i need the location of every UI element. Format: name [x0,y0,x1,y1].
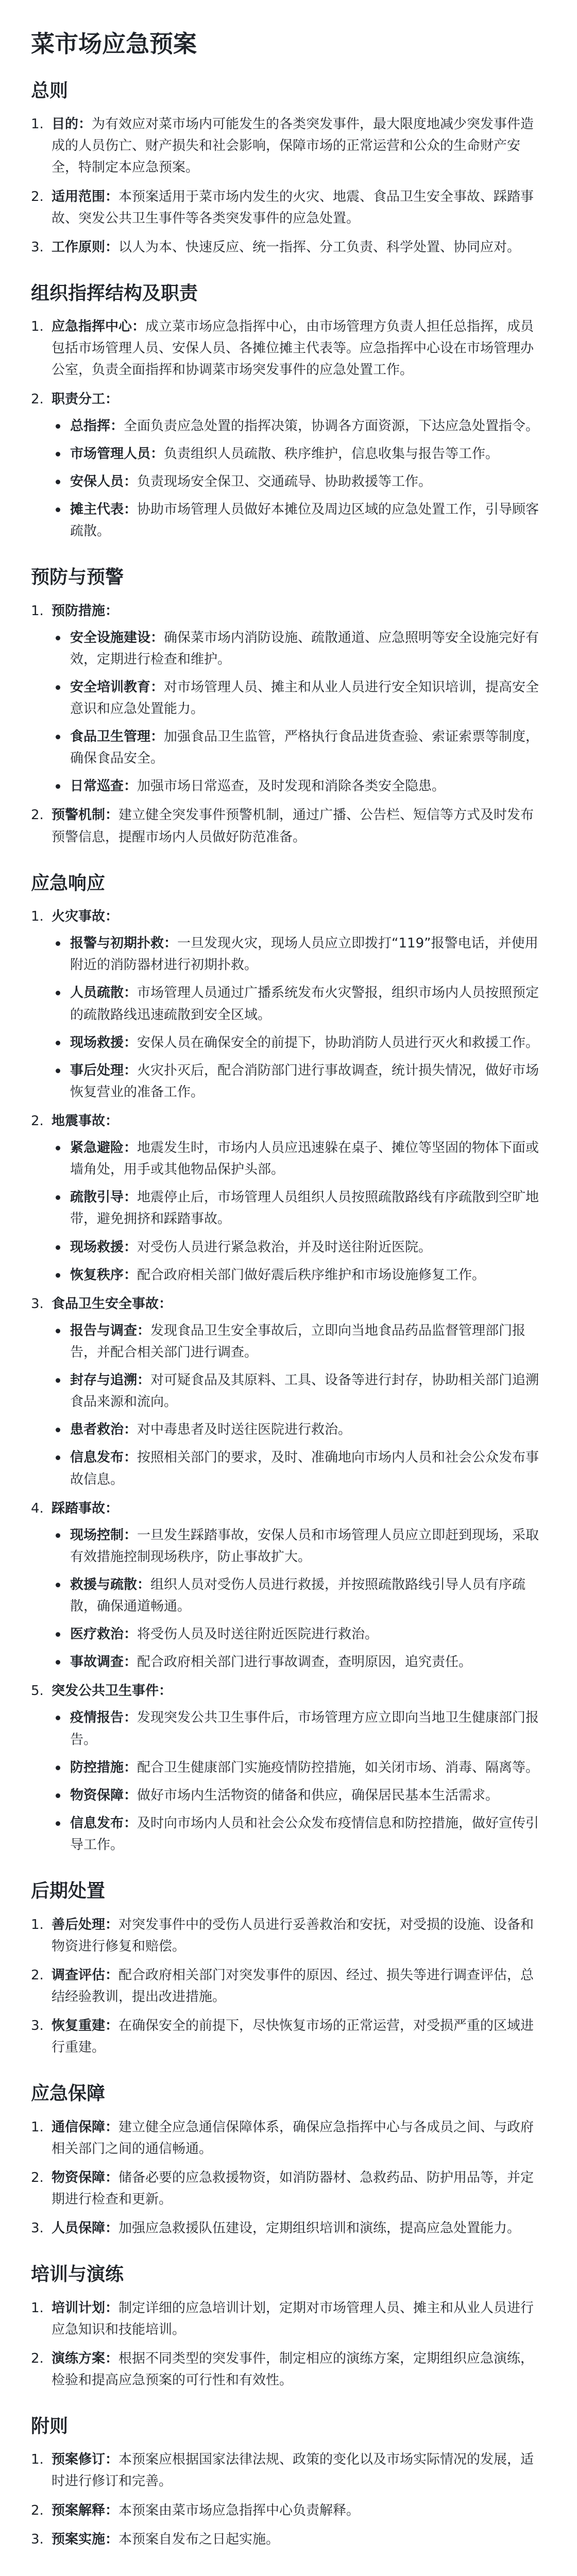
sub-list-item: 现场救援：对受伤人员进行紧急救治，并及时送往附近医院。 [52,1236,546,1258]
item-label: 应急指挥中心 [52,319,132,335]
sub-item-text: 及时向市场内人员和社会公众发布疫情信息和防控措施，做好宣传引导工作。 [70,1815,539,1853]
sub-item-label: 防控措施 [70,1759,124,1775]
sub-item-text: 一旦发生踩踏事故，安保人员和市场管理人员应立即赶到现场，采取有效措施控制现场秩序，防止事故扩大。 [70,1527,539,1565]
list-item: 预案修订：本预案应根据国家法律法规、政策的变化以及市场实际情况的发展，适时进行修订和完善。 [52,2452,534,2489]
sub-item-label: 安保人员 [70,473,124,489]
sub-list-item: 报告与调查：发现食品卫生安全事故后，立即向当地食品药品监督管理部门报告，并配合相关部门进行调查。 [52,1320,546,1363]
section-heading: 后期处置 [31,1880,106,1902]
sub-list-item: 疏散引导：地震停止后，市场管理人员组织人员按照疏散路线有序疏散到空旷地带，避免拥挤和踩踏事故。 [52,1187,546,1230]
sub-item-label: 报警与初期扑救 [70,936,164,952]
sub-item-text: 全面负责应急处置的指挥决策，协调各方面资源，下达应急处置指令。 [124,418,539,434]
section-list [31,113,546,258]
sub-list-item: 人员疏散：市场管理人员通过广播系统发布火灾警报，组织市场内人员按照预定的疏散路线迅速疏散到安全区域。 [52,982,546,1025]
list-item: 火灾事故： 报警与初期扑救：一旦发现火灾，现场人员应立即拨打“119”报警电话，并使用附近的消防器材进行初期扑救。 人员疏散：市场管理人员通过广播系统发布火灾警报，组织市场内人员按照预定的疏散路线迅速疏散到安全区域。 现场救援：安保人员在确保安全的前提下，协助消防人员进行灭火和救援工作。 事后处理：火灾扑灭后，配合消防部门进行事故调查，统计损失情况，做好市场恢复营业的准备工作。 [31,906,546,1103]
sub-list-item: 信息发布：按照相关部门的要求，及时、准确地向市场内人员和社会公众发布事故信息。 [52,1447,546,1490]
sub-item-text: 加强市场日常巡查，及时发现和消除各类安全隐患。 [137,778,446,794]
item-label: 地震事故 [52,1113,106,1129]
list-item: 预案解释：本预案由菜市场应急指挥中心负责解释。 [52,2502,360,2518]
sub-list-item: 摊主代表：协助市场管理人员做好本摊位及周边区域的应急处置工作，引导顾客疏散。 [52,499,546,542]
section-list [31,2297,546,2391]
item-label: 培训计划 [52,2300,106,2316]
item-label: 预案实施 [52,2531,106,2547]
sub-item-label: 疫情报告 [70,1710,124,1726]
sub-item-label: 现场救援 [70,1239,124,1255]
sub-item-text: 一旦发现火灾，现场人员应立即拨打“119”报警电话，并使用附近的消防器材进行初期扑救。 [70,936,538,973]
sub-list-item: 救援与疏散：组织人员对受伤人员进行救援，并按照疏散路线引导人员有序疏散，确保通道畅通。 [52,1574,546,1617]
item-label: 预警机制 [52,807,106,823]
sub-item-text: 地震停止后，市场管理人员组织人员按照疏散路线有序疏散到空旷地带，避免拥挤和踩踏事故。 [70,1190,539,1227]
list-item: 人员保障：加强应急救援队伍建设，定期组织培训和演练，提高应急处置能力。 [52,2221,521,2236]
sub-item-text: 发现食品卫生安全事故后，立即向当地食品药品监督管理部门报告，并配合相关部门进行调查。 [70,1323,526,1360]
section-list [31,316,546,542]
page-title: 菜市场应急预案 [31,30,197,58]
sub-list-item: 安全设施建设：确保菜市场内消防设施、疏散通道、应急照明等安全设施完好有效，定期进行检查和维护。 [52,627,546,670]
sub-list-item: 食品卫生管理：加强食品卫生监管，严格执行食品进货查验、索证索票等制度，确保食品安全。 [52,726,546,769]
section-list [31,2116,546,2240]
sub-item-text: 组织人员对受伤人员进行救援，并按照疏散路线引导人员有序疏散，确保通道畅通。 [70,1577,526,1615]
sub-list-item: 疫情报告：发现突发公共卫生事件后，市场管理方应立即向当地卫生健康部门报告。 [52,1707,546,1750]
sub-item-text: 负责组织人员疏散、秩序维护，信息收集与报告等工作。 [164,446,499,462]
sub-list [52,1137,546,1286]
sub-list-item: 报警与初期扑救：一旦发现火灾，现场人员应立即拨打“119”报警电话，并使用附近的消防器材进行初期扑救。 [52,933,546,976]
sub-list-item: 市场管理人员：负责组织人员疏散、秩序维护，信息收集与报告等工作。 [52,443,546,465]
section-heading: 应急保障 [31,2083,106,2105]
sub-list [52,627,546,798]
item-text: 本预案自发布之日起实施。 [118,2531,280,2547]
sub-list-item: 恢复秩序：配合政府相关部门做好震后秩序维护和市场设施修复工作。 [52,1264,546,1286]
sub-item-label: 总指挥 [70,418,111,434]
list-item: 职责分工： 总指挥：全面负责应急处置的指挥决策，协调各方面资源，下达应急处置指令。 市场管理人员：负责组织人员疏散、秩序维护，信息收集与报告等工作。 安保人员：负责现场安全保卫、交通疏导、协助救援等工作。 摊主代表：协助市场管理人员做好本摊位及周边区域的应急处置工作，引导顾客疏散。 [31,388,546,543]
section-list [31,1914,546,2059]
sub-item-text: 安保人员在确保安全的前提下，协助消防人员进行灭火和救援工作。 [137,1035,539,1050]
list-item: 应急指挥中心：成立菜市场应急指挥中心，由市场管理方负责人担任总指挥，成员包括市场管理人员、安保人员、各摊位摊主代表等。应急指挥中心设在市场管理办公室，负责全面指挥和协调菜市场突发事件的应急处置工作。 [52,319,534,378]
sub-list-item: 物资保障：做好市场内生活物资的储备和供应，确保居民基本生活需求。 [52,1785,546,1806]
sub-list-item: 安全培训教育：对市场管理人员、摊主和从业人员进行安全知识培训，提高安全意识和应急处置能力。 [52,676,546,720]
item-label: 调查评估 [52,1967,106,1983]
item-label: 工作原则 [52,239,106,255]
list-item: 工作原则：以人为本、快速反应、统一指挥、分工负责、科学处置、协同应对。 [52,239,521,255]
sub-item-label: 物资保障 [70,1787,124,1803]
sub-list-item: 封存与追溯：对可疑食品及其原料、工具、设备等进行封存，协助相关部门追溯食品来源和流向。 [52,1369,546,1413]
sub-item-label: 疏散引导 [70,1190,124,1206]
item-label: 食品卫生安全事故 [52,1296,159,1312]
sub-item-text: 确保菜市场内消防设施、疏散通道、应急照明等安全设施完好有效，定期进行检查和维护。 [70,630,539,667]
sub-item-label: 信息发布 [70,1450,124,1466]
sub-item-text: 地震发生时，市场内人员应迅速躲在桌子、摊位等坚固的物体下面或墙角处，用手或其他物品保护头部。 [70,1140,539,1178]
section-heading: 培训与演练 [31,2264,124,2285]
list-item: 地震事故： 紧急避险：地震发生时，市场内人员应迅速躲在桌子、摊位等坚固的物体下面或墙角处，用手或其他物品保护头部。 疏散引导：地震停止后，市场管理人员组织人员按照疏散路线有序疏散到空旷地带，避免拥挤和踩踏事故。 现场救援：对受伤人员进行紧急救治，并及时送往附近医院。 恢复秩序：配合政府相关部门做好震后秩序维护和市场设施修复工作。 [31,1110,546,1286]
list-item: 适用范围：本预案适用于菜市场内发生的火灾、地震、食品卫生安全事故、踩踏事故、突发公共卫生事件等各类突发事件的应急处置。 [52,189,534,226]
item-text: 本预案适用于菜市场内发生的火灾、地震、食品卫生安全事故、踩踏事故、突发公共卫生事件等各类突发事件的应急处置。 [52,189,534,226]
item-label: 适用范围 [52,189,106,205]
list-item: 踩踏事故： 现场控制：一旦发生踩踏事故，安保人员和市场管理人员应立即赶到现场，采取有效措施控制现场秩序，防止事故扩大。 救援与疏散：组织人员对受伤人员进行救援，并按照疏散路线引导人员有序疏散，确保通道畅通。 医疗救治：将受伤人员及时送往附近医院进行救治。 事故调查：配合政府相关部门进行事故调查，查明原因，追究责任。 [31,1498,546,1673]
list-item: 预防措施： 安全设施建设：确保菜市场内消防设施、疏散通道、应急照明等安全设施完好有效，定期进行检查和维护。 安全培训教育：对市场管理人员、摊主和从业人员进行安全知识培训，提高安全意识和应急处置能力。 食品卫生管理：加强食品卫生监管，严格执行食品进货查验、索证索票等制度，确保食品安全。 日常巡查：加强市场日常巡查，及时发现和消除各类安全隐患。 [31,600,546,798]
sub-item-text: 加强食品卫生监管，严格执行食品进货查验、索证索票等制度，确保食品安全。 [70,729,539,767]
list-item: 调查评估：配合政府相关部门对突发事件的原因、经过、损失等进行调查评估，总结经验教训，提出改进措施。 [52,1967,534,2005]
sub-item-label: 封存与追溯 [70,1372,138,1388]
item-text: 本预案由菜市场应急指挥中心负责解释。 [118,2502,360,2518]
section-heading: 组织指挥结构及职责 [31,282,198,304]
section-list [31,906,546,1856]
item-text: 制定详细的应急培训计划，定期对市场管理人员、摊主和从业人员进行应急知识和技能培训。 [52,2300,534,2337]
sub-item-text: 对受伤人员进行紧急救治，并及时送往附近医院。 [137,1239,432,1255]
item-text: 以人为本、快速反应、统一指挥、分工负责、科学处置、协同应对。 [118,239,521,255]
sub-item-label: 摊主代表 [70,502,124,517]
item-label: 预防措施 [52,603,106,619]
sub-item-label: 救援与疏散 [70,1577,138,1592]
sub-list-item: 信息发布：及时向市场内人员和社会公众发布疫情信息和防控措施，做好宣传引导工作。 [52,1812,546,1856]
item-label: 善后处理 [52,1917,106,1933]
sub-list [52,1320,546,1490]
list-item: 恢复重建：在确保安全的前提下，尽快恢复市场的正常运营，对受损严重的区域进行重建。 [52,2018,534,2056]
item-label: 物资保障 [52,2170,106,2185]
list-item: 培训计划：制定详细的应急培训计划，定期对市场管理人员、摊主和从业人员进行应急知识和技能培训。 [52,2300,534,2337]
sub-item-label: 恢复秩序 [70,1267,124,1283]
sub-item-label: 事故调查 [70,1654,124,1670]
section-list [31,600,546,848]
list-item: 预警机制：建立健全突发事件预警机制，通过广播、公告栏、短信等方式及时发布预警信息，提醒市场内人员做好防范准备。 [52,807,534,845]
item-label: 踩踏事故 [52,1500,106,1516]
section-heading: 附则 [31,2415,69,2437]
item-text: 加强应急救援队伍建设，定期组织培训和演练，提高应急处置能力。 [118,2221,521,2236]
sub-item-label: 人员疏散 [70,985,124,1001]
sub-item-text: 对可疑食品及其原料、工具、设备等进行封存，协助相关部门追溯食品来源和流向。 [70,1372,539,1410]
sub-item-text: 对中毒患者及时送往医院进行救治。 [137,1422,352,1438]
sub-item-label: 市场管理人员 [70,446,151,462]
item-text: 对突发事件中的受伤人员进行妥善救治和安抚，对受损的设施、设备和物资进行修复和赔偿。 [52,1917,534,1954]
list-item: 预案实施：本预案自发布之日起实施。 [52,2531,280,2547]
sub-item-text: 配合卫生健康部门实施疫情防控措施，如关闭市场、消毒、隔离等。 [137,1759,539,1775]
sub-list-item: 现场控制：一旦发生踩踏事故，安保人员和市场管理人员应立即赶到现场，采取有效措施控制现场秩序，防止事故扩大。 [52,1524,546,1568]
sub-item-text: 火灾扑灭后，配合消防部门进行事故调查，统计损失情况，做好市场恢复营业的准备工作。 [70,1062,539,1100]
item-text: 根据不同类型的突发事件，制定相应的演练方案，定期组织应急演练，检验和提高应急预案的可行性和有效性。 [52,2350,534,2388]
sub-list-item: 总指挥：全面负责应急处置的指挥决策，协调各方面资源，下达应急处置指令。 [52,415,546,437]
item-text: 本预案应根据国家法律法规、政策的变化以及市场实际情况的发展，适时进行修订和完善。 [52,2452,534,2489]
item-label: 预案解释 [52,2502,106,2518]
sub-list [52,1524,546,1673]
list-item: 物资保障：储备必要的应急救援物资，如消防器材、急救药品、防护用品等，并定期进行检查和更新。 [52,2170,534,2207]
sub-item-text: 按照相关部门的要求，及时、准确地向市场内人员和社会公众发布事故信息。 [70,1450,539,1487]
list-item: 善后处理：对突发事件中的受伤人员进行妥善救治和安抚，对受损的设施、设备和物资进行修复和赔偿。 [52,1917,534,1954]
item-label: 火灾事故 [52,909,106,925]
section-heading: 总则 [31,80,69,101]
sub-item-label: 日常巡查 [70,778,124,794]
sub-list [52,933,546,1103]
item-label: 通信保障 [52,2119,106,2135]
sub-item-text: 发现突发公共卫生事件后，市场管理方应立即向当地卫生健康部门报告。 [70,1710,539,1748]
sub-item-text: 市场管理人员通过广播系统发布火灾警报，组织市场内人员按照预定的疏散路线迅速疏散到安全区域。 [70,985,539,1023]
sub-item-label: 安全设施建设 [70,630,151,646]
list-item: 目的：为有效应对菜市场内可能发生的各类突发事件，最大限度地减少突发事件造成的人员伤亡、财产损失和社会影响，保障市场的正常运营和公众的生命财产安全，特制定本应急预案。 [52,116,534,176]
sub-item-label: 患者救治 [70,1422,124,1438]
section-heading: 预防与预警 [31,567,124,588]
sub-list-item: 现场救援：安保人员在确保安全的前提下，协助消防人员进行灭火和救援工作。 [52,1032,546,1054]
sub-list-item: 安保人员：负责现场安全保卫、交通疏导、协助救援等工作。 [52,471,546,493]
sub-item-label: 医疗救治 [70,1626,124,1642]
sub-item-label: 现场救援 [70,1035,124,1050]
document-body [31,78,546,2550]
item-label: 职责分工 [52,391,106,407]
sub-list-item: 紧急避险：地震发生时，市场内人员应迅速躲在桌子、摊位等坚固的物体下面或墙角处，用手或其他物品保护头部。 [52,1137,546,1180]
item-text: 储备必要的应急救援物资，如消防器材、急救药品、防护用品等，并定期进行检查和更新。 [52,2170,534,2207]
list-item: 演练方案：根据不同类型的突发事件，制定相应的演练方案，定期组织应急演练，检验和提高应急预案的可行性和有效性。 [52,2350,534,2388]
sub-item-label: 报告与调查 [70,1323,138,1338]
sub-item-label: 紧急避险 [70,1140,124,1156]
item-text: 建立健全突发事件预警机制，通过广播、公告栏、短信等方式及时发布预警信息，提醒市场内人员做好防范准备。 [52,807,534,845]
sub-list-item: 患者救治：对中毒患者及时送往医院进行救治。 [52,1419,546,1440]
item-text: 在确保安全的前提下，尽快恢复市场的正常运营，对受损严重的区域进行重建。 [52,2018,534,2056]
item-text: 成立菜市场应急指挥中心，由市场管理方负责人担任总指挥，成员包括市场管理人员、安保人员、各摊位摊主代表等。应急指挥中心设在市场管理办公室，负责全面指挥和协调菜市场突发事件的应急处置工作。 [52,319,534,378]
sub-item-text: 对市场管理人员、摊主和从业人员进行安全知识培训，提高安全意识和应急处置能力。 [70,679,539,717]
section-heading: 应急响应 [31,872,106,894]
sub-item-label: 信息发布 [70,1815,124,1831]
sub-item-label: 事后处理 [70,1062,124,1078]
item-text: 配合政府相关部门对突发事件的原因、经过、损失等进行调查评估，总结经验教训，提出改进措施。 [52,1967,534,2005]
item-label: 演练方案 [52,2350,106,2366]
sub-item-text: 负责现场安全保卫、交通疏导、协助救援等工作。 [137,473,432,489]
sub-item-text: 将受伤人员及时送往附近医院进行救治。 [137,1626,379,1642]
sub-item-text: 配合政府相关部门进行事故调查，查明原因，追究责任。 [137,1654,472,1670]
sub-item-label: 食品卫生管理 [70,729,151,745]
item-label: 恢复重建 [52,2018,106,2033]
list-item: 通信保障：建立健全应急通信保障体系，确保应急指挥中心与各成员之间、与政府相关部门之间的通信畅通。 [52,2119,534,2157]
sub-item-label: 现场控制 [70,1527,124,1543]
sub-list [52,415,546,543]
list-item: 突发公共卫生事件： 疫情报告：发现突发公共卫生事件后，市场管理方应立即向当地卫生健康部门报告。 防控措施：配合卫生健康部门实施疫情防控措施，如关闭市场、消毒、隔离等。 物资保障：做好市场内生活物资的储备和供应，确保居民基本生活需求。 信息发布：及时向市场内人员和社会公众发布疫情信息和防控措施，做好宣传引导工作。 [31,1680,546,1856]
sub-list [52,1707,546,1856]
sub-list-item: 医疗救治：将受伤人员及时送往附近医院进行救治。 [52,1623,546,1645]
sub-item-text: 配合政府相关部门做好震后秩序维护和市场设施修复工作。 [137,1267,486,1283]
sub-list-item: 事后处理：火灾扑灭后，配合消防部门进行事故调查，统计损失情况，做好市场恢复营业的准备工作。 [52,1060,546,1103]
item-label: 目的 [52,116,79,132]
sub-list-item: 防控措施：配合卫生健康部门实施疫情防控措施，如关闭市场、消毒、隔离等。 [52,1757,546,1778]
sub-list-item: 日常巡查：加强市场日常巡查，及时发现和消除各类安全隐患。 [52,775,546,797]
item-label: 突发公共卫生事件 [52,1683,159,1699]
item-label: 人员保障 [52,2221,106,2236]
item-label: 预案修订 [52,2452,106,2468]
item-text: 为有效应对菜市场内可能发生的各类突发事件，最大限度地减少突发事件造成的人员伤亡、财产损失和社会影响，保障市场的正常运营和公众的生命财产安全，特制定本应急预案。 [52,116,534,176]
sub-list-item: 事故调查：配合政府相关部门进行事故调查，查明原因，追究责任。 [52,1651,546,1673]
list-item: 食品卫生安全事故： 报告与调查：发现食品卫生安全事故后，立即向当地食品药品监督管理部门报告，并配合相关部门进行调查。 封存与追溯：对可疑食品及其原料、工具、设备等进行封存，协助相关部门追溯食品来源和流向。 患者救治：对中毒患者及时送往医院进行救治。 信息发布：按照相关部门的要求，及时、准确地向市场内人员和社会公众发布事故信息。 [31,1293,546,1490]
section-list [31,2449,546,2550]
sub-item-label: 安全培训教育 [70,679,151,695]
sub-item-text: 做好市场内生活物资的储备和供应，确保居民基本生活需求。 [137,1787,499,1803]
sub-item-text: 协助市场管理人员做好本摊位及周边区域的应急处置工作，引导顾客疏散。 [70,502,539,539]
item-text: 建立健全应急通信保障体系，确保应急指挥中心与各成员之间、与政府相关部门之间的通信畅通。 [52,2119,534,2157]
